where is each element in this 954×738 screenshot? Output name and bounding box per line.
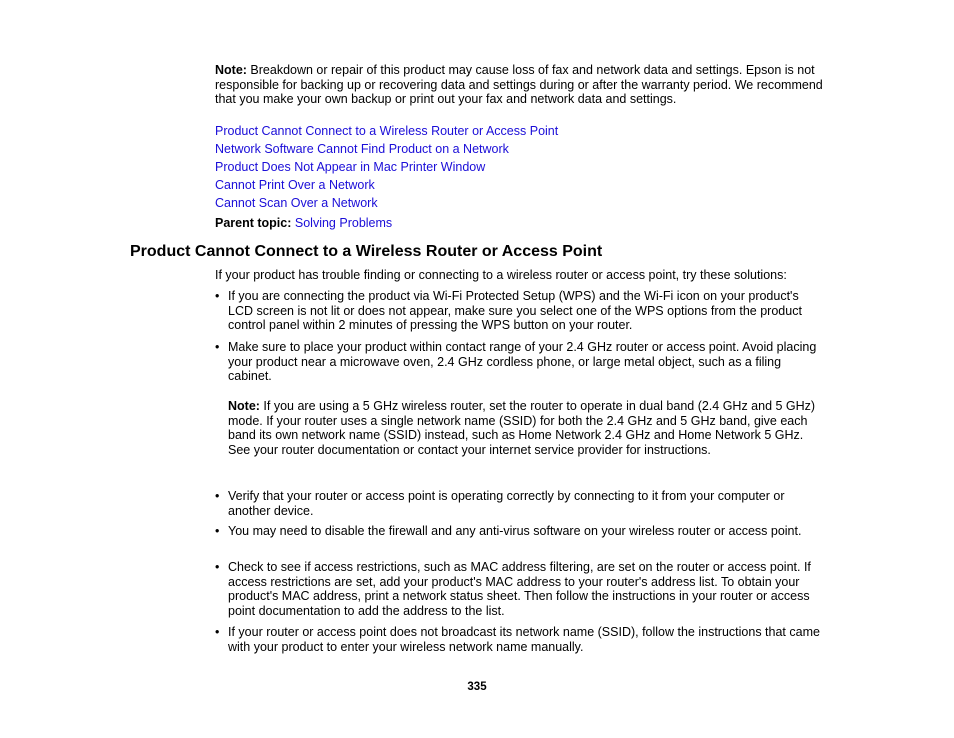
bullet-mark: • <box>215 560 220 574</box>
bullet-mark: • <box>215 524 220 538</box>
bullet-mark: • <box>215 489 220 503</box>
list-item <box>215 489 827 518</box>
link-mac-printer-window[interactable]: Product Does Not Appear in Mac Printer Window <box>215 160 486 174</box>
link-cannot-scan[interactable]: Cannot Scan Over a Network <box>215 196 378 210</box>
list-item <box>215 340 827 384</box>
note-paragraph <box>215 63 827 107</box>
link-wireless-router[interactable]: Product Cannot Connect to a Wireless Router or Access Point <box>215 124 559 138</box>
list-item-text: You may need to disable the firewall and any anti-virus software on your wireless router or access point. <box>228 524 802 538</box>
note-text: Breakdown or repair of this product may cause loss of fax and network data and settings. Epson is not responsible for backing up or recovering data and settings during or after the warranty period. We recommend that you make your own backup or print out your fax and network data and settings. <box>215 63 823 107</box>
bullet-mark: • <box>215 289 220 303</box>
section-intro: If your product has trouble finding or connecting to a wireless router or access point, try these solutions: <box>215 268 787 282</box>
parent-topic-link[interactable]: Solving Problems <box>294 216 393 230</box>
list-item-text: Make sure to place your product within contact range of your 2.4 GHz router or access point. Avoid placing your product near a microwave oven, 2.4 GHz cordless phone, or large metal object, such as a filing cabinet. <box>228 340 817 384</box>
parent-topic-label: Parent topic: <box>215 216 292 230</box>
list-item-text: If your router or access point does not broadcast its network name (SSID), follow the instructions that came with your product to enter your wireless network name manually. <box>228 625 820 654</box>
list-item-text: If you are connecting the product via Wi-Fi Protected Setup (WPS) and the Wi-Fi icon on your product's LCD screen is not lit or does not appear, make sure you select one of the WPS options from the product control panel within 2 minutes of pressing the WPS button on your router. <box>228 289 802 333</box>
section-heading: Product Cannot Connect to a Wireless Router or Access Point <box>130 243 603 260</box>
note-label: Note: <box>215 63 247 77</box>
link-cannot-print[interactable]: Cannot Print Over a Network <box>215 178 375 192</box>
list-item <box>215 560 827 618</box>
link-network-software[interactable]: Network Software Cannot Find Product on a Network <box>215 142 509 156</box>
inner-note-label: Note: <box>228 399 260 413</box>
bullet-mark: • <box>215 625 220 639</box>
inner-note-text: If you are using a 5 GHz wireless router, set the router to operate in dual band (2.4 GHz and 5 GHz) mode. If your router uses a single network name (SSID) for both the 2.4 GHz and 5 GHz band, give each band its own network name (SSID) instead, such as Home Network 2.4 GHz and Home Network 5 GHz. See your router documentation or contact your internet service provider for instructions. <box>228 399 816 457</box>
bullet-mark: • <box>215 340 220 354</box>
inner-note <box>215 399 827 457</box>
list-item <box>215 524 827 539</box>
related-links <box>215 122 815 212</box>
list-item <box>215 289 827 333</box>
parent-topic <box>215 215 815 231</box>
list-item-text: Check to see if access restrictions, such as MAC address filtering, are set on the router or access point. If access restrictions are set, add your product's MAC address to your router's address list. To obtain your product's MAC address, print a network status sheet. Then follow the instructions in your router or access point documentation to add the address to the list. <box>228 560 811 618</box>
list-item-text: Verify that your router or access point is operating correctly by connecting to it from your computer or another device. <box>228 489 785 518</box>
page-number: 335 <box>467 681 487 693</box>
list-item <box>215 625 827 654</box>
